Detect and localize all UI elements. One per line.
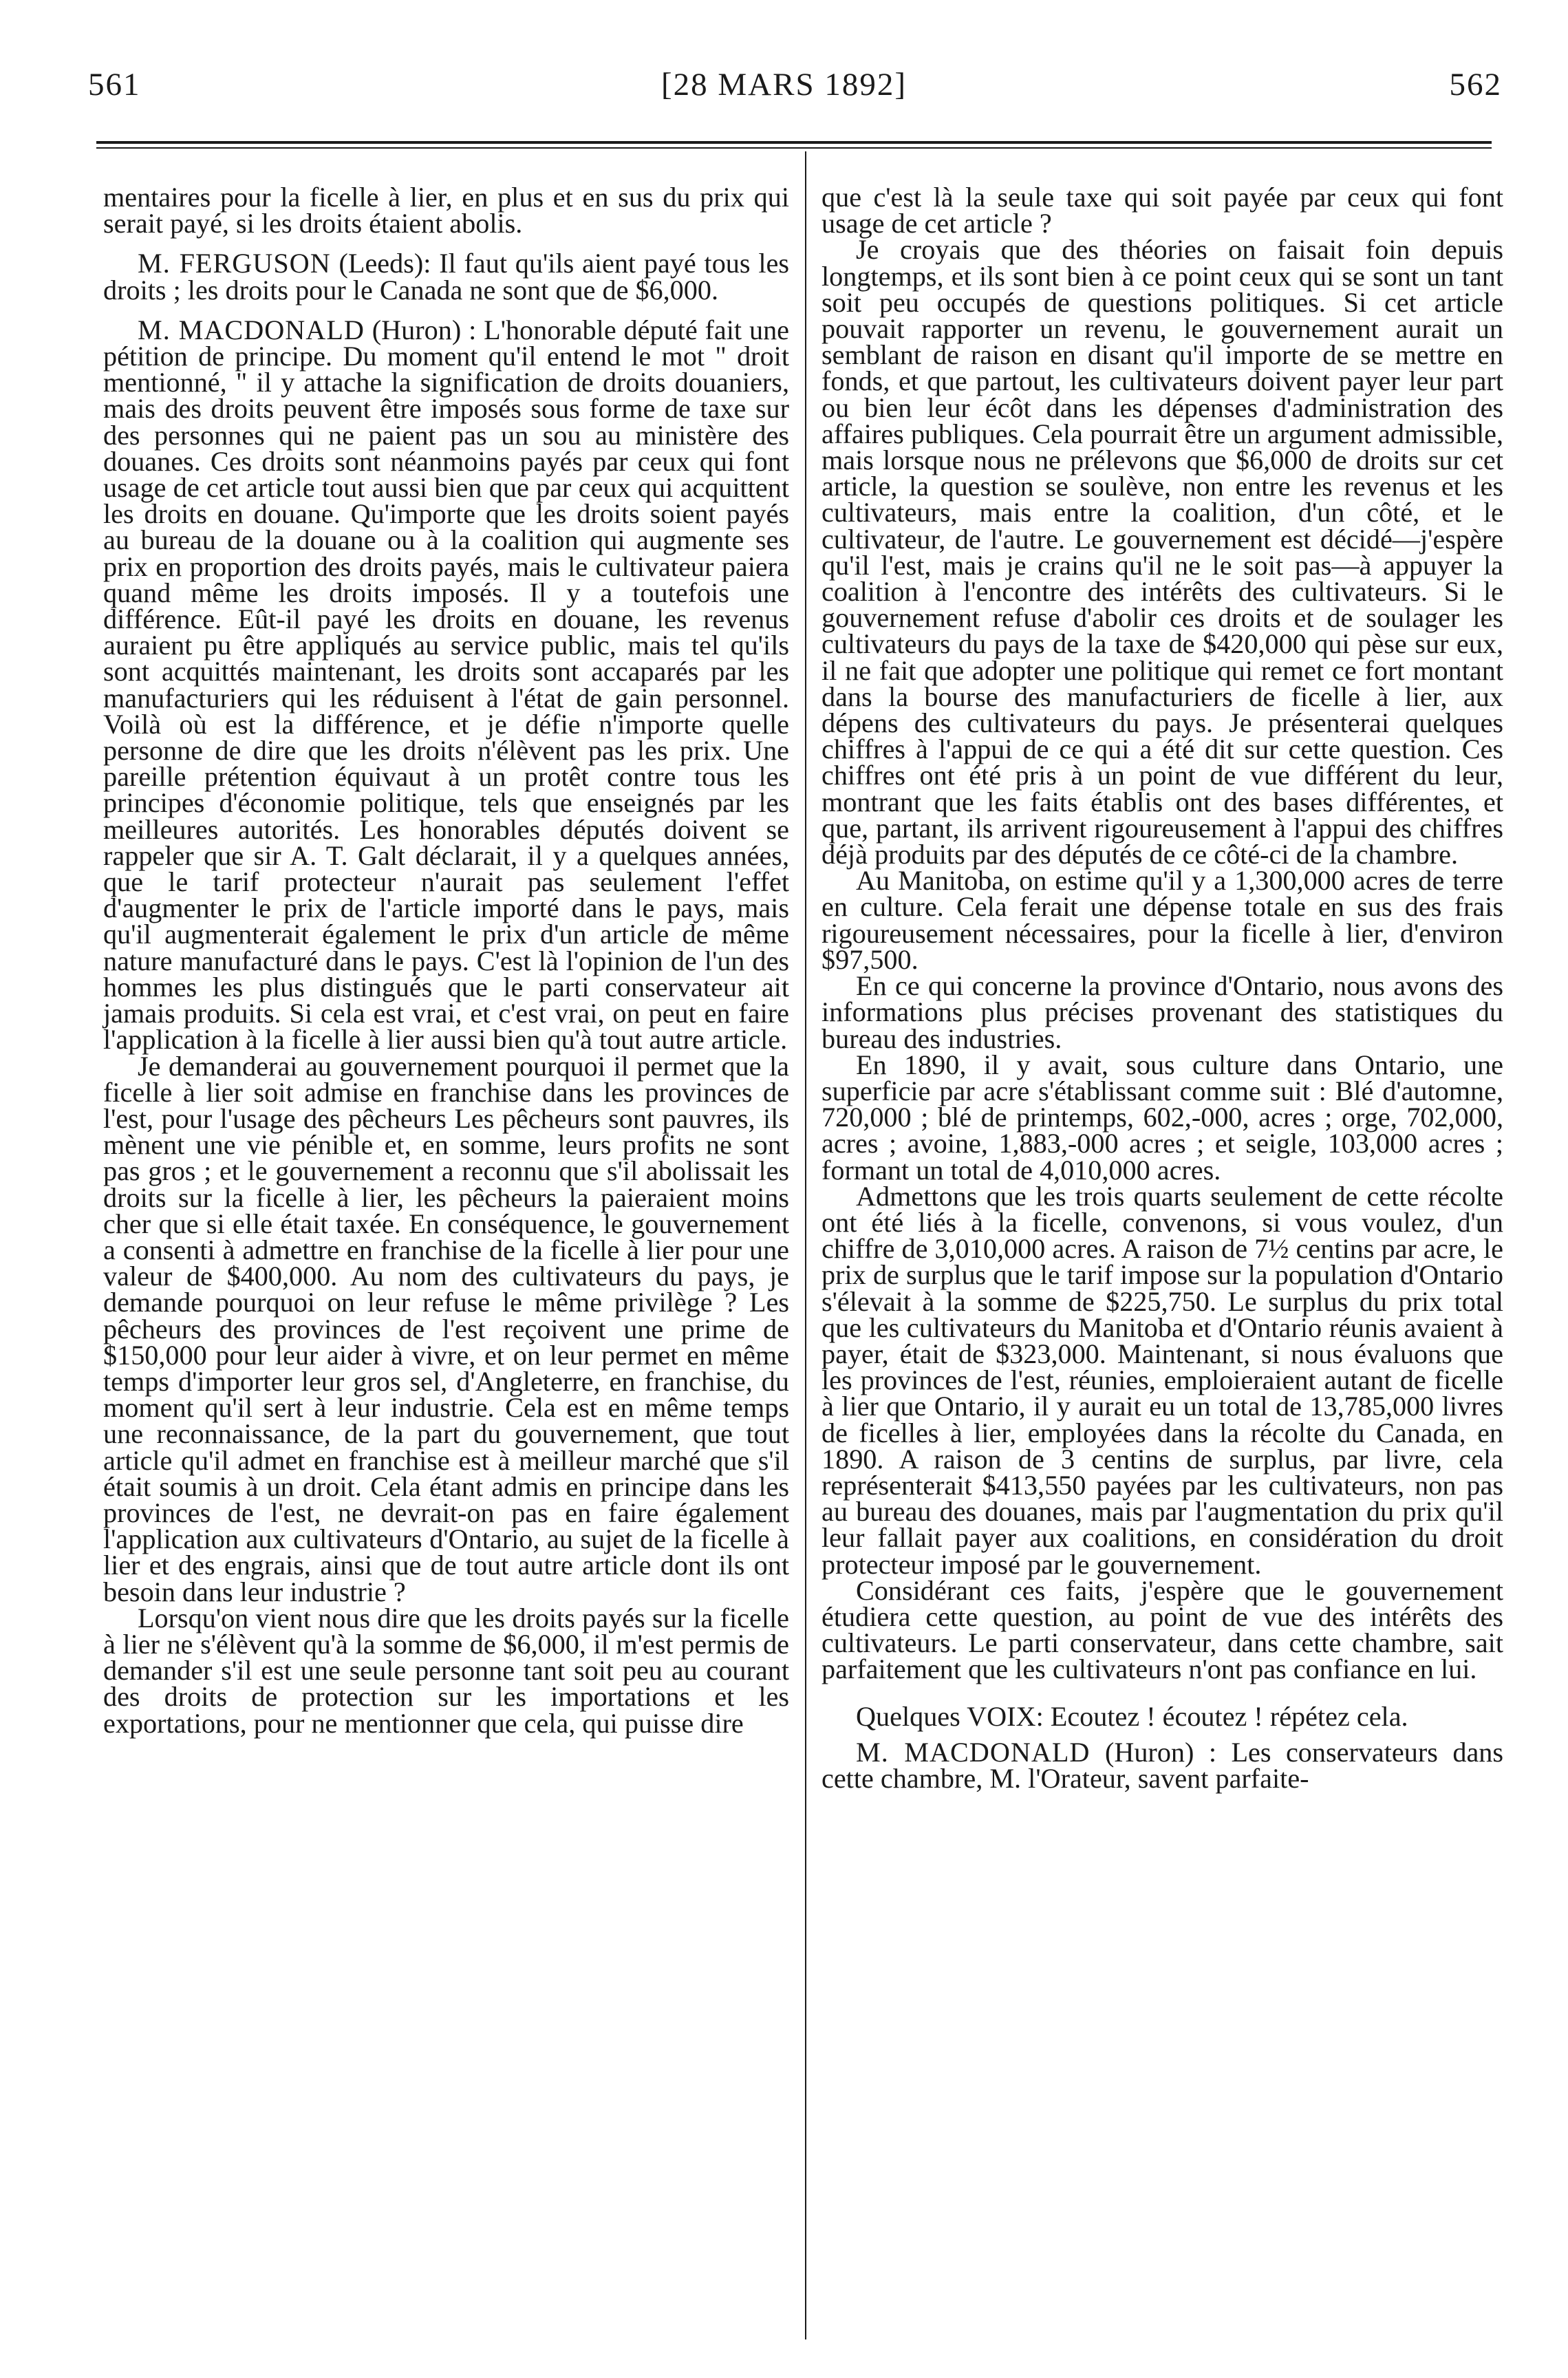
speaker-name: M. MACDONALD — [138, 314, 365, 345]
header-rule-thin — [96, 147, 1492, 149]
paragraph: Lorsqu'on vient nous dire que les droits payés sur la ficelle à lier ne s'élèvent qu'à la somme de $6,000, il m'est permis de demander s'il est une seule personne tant soit peu au courant des droits de protection sur les importations et les exportations, pour ne mentionner que cela, qui puisse dire — [103, 1602, 789, 1739]
paragraph: Au Manitoba, on estime qu'il y a 1,300,000 acres de terre en culture. Cela ferait une dépense totale en sus des frais rigoureusement nécessaires, pour la ficelle à lier, d'environ $97,500. — [821, 865, 1503, 975]
speech-text: (Huron) : L'honorable député fait une pétition de principe. Du moment qu'il entend le mot " droit mentionné, " il y attache la signification de droits douaniers, mais des droits peuvent être imposés sous forme de taxe sur des personnes qui ne paient pas un sou au ministère des douanes. Ces droits sont néanmoins payés par ceux qui font usage de cet article tout aussi bien que par ceux qui acquittent les droits en douane. Qu'importe que les droits soient payés au bureau de la douane ou à la coalition qui augmente ses prix en proportion des droits payés, mais le cultivateur paiera quand même les droits imposés. Il y a toutefois une différence. Eût-il payé les droits en douane, les revenus auraient pu être appliqués au service public, mais tel qu'ils sont acquittés maintenant, les droits sont accaparés par les manufacturiers qui les réduisent à l'état de gain personnel. Voilà où est la différence, et je défie n'importe quelle personne de dire que les droits n'élèvent pas les prix. Une pareille prétention équivaut à un protêt contre tous les principes d'économie politique, tels que enseignés par les meilleures autorités. Les honorables députés doivent se rappeler que sir A. T. Galt déclarait, il y a quelques années, que le tarif protecteur n'aurait pas seulement l'effet d'augmenter le prix de l'article importé dans le pays, mais qu'il augmenterait également le prix d'un article de même nature manufacturé dans le pays. C'est là l'opinion de l'un des hommes les plus distingués que le parti conservateur ait jamais produits. Si cela est vrai, et c'est vrai, on peut en faire l'application à la ficelle à lier aussi bien qu'à tout autre article. — [103, 314, 790, 1056]
column-divider — [805, 151, 806, 2339]
speaker-name: M. MACDONALD — [856, 1736, 1091, 1768]
speech-text: (Huron) : Les conservateurs dans cette chambre, M. l'Orateur, savent parfaite- — [821, 1736, 1504, 1794]
speaker-name: M. FERGUSON — [138, 248, 331, 279]
header-rule-thick — [96, 141, 1492, 144]
page-header — [0, 66, 1568, 114]
paragraph: Je croyais que des théories on faisait foin depuis longtemps, et ils sont bien à ce point ceux qui se sont un tant soit peu occupés de questions politiques. Si cet article pouvait rapporter un revenu, le gouvernement aurait un semblant de raison en disant qu'il importe de se mettre en fonds, et que partout, les cultivateurs doivent payer leur part ou bien leur écôt dans les dépenses d'administration des affaires publiques. Cela pourrait être un argument admissible, mais lorsque nous ne prélevons que $6,000 de droits sur cet article, la question se soulève, non entre les revenus et les cultivateurs, mais entre la coalition, d'un côté, et le cultivateur, de l'autre. Le gouvernement est décidé—j'espère qu'il l'est, mais je crains qu'il ne le soit pas—à appuyer la coalition à l'encontre des intérêts des cultivateurs. Si le gouvernement refuse d'abolir ces droits et de soulager les cultivateurs du pays de la taxe de $420,000 qui pèse sur eux, il ne fait que adopter une politique qui remet ce fort montant dans la bourse des manufacturiers de ficelle à lier, aux dépens des cultivateurs du pays. Je présenterai quelques chiffres à l'appui de ce qui a été dit sur cette question. Ces chiffres ont été pris à un point de vue différent du leur, montrant que les faits établis ont des bases différentes, et que, partant, ils arrivent rigoureusement à l'appui des chiffres déjà produits par des députés de ce côté-ci de la chambre. — [821, 234, 1503, 870]
speech-macdonald-end — [821, 1736, 1504, 1794]
speech-text: (Leeds): Il faut qu'ils aient payé tous les droits ; les droits pour le Canada ne sont que de $6,000. — [103, 248, 789, 306]
speech-macdonald — [103, 314, 790, 1056]
page-number-left: 561 — [88, 67, 141, 103]
page-number-right: 562 — [1449, 67, 1502, 103]
paragraph: Considérant ces faits, j'espère que le gouvernement étudiera cette question, au point de vue des intérêts des cultivateurs. Le parti conservateur, dans cette chambre, sait parfaitement que les cultivateurs n'ont pas confiance en lui. — [821, 1574, 1503, 1685]
session-date: [28 MARS 1892] — [661, 67, 907, 103]
paragraph: Je demanderai au gouvernement pourquoi il permet que la ficelle à lier soit admise en franchise dans les provinces de l'est, pour l'usage des pêcheurs Les pêcheurs sont pauvres, ils mènent une vie pénible et, en somme, leurs profits ne sont pas gros ; et le gouvernement a reconnu que s'il abolissait les droits sur la ficelle à lier, les pêcheurs la paieraient moins cher que si elle était taxée. En conséquence, le gouvernement a consenti à admettre en franchise de la ficelle à lier pour une valeur de $400,000. Au nom des cultivateurs du pays, je demande pourquoi on leur refuse le même privilège ? Les pêcheurs des provinces de l'est reçoivent une prime de $150,000 pour leur aider à vivre, et on leur permet en même temps d'importer leur gros sel, d'Angleterre, en franchise, du moment qu'il sert à leur industrie. Cela est en même temps une reconnaissance, de la part du gouvernement, que tout article qu'il admet en franchise est à meilleur marché que s'il était soumis à un droit. Cela étant admis en principe dans les provinces de l'est, ne devrait-on pas en faire également l'application aux cultivateurs d'Ontario, au sujet de la ficelle à lier et des engrais, ainsi que de tout autre article dont ils ont besoin dans leur industrie ? — [103, 1050, 789, 1607]
paragraph: que c'est là la seule taxe qui soit payée par ceux qui font usage de cet article ? — [821, 182, 1503, 239]
speaker-name: Quelques VOIX — [856, 1700, 1036, 1732]
paragraph: mentaires pour la ficelle à lier, en plus et en sus du prix qui serait payé, si les droits étaient abolis. — [103, 182, 789, 239]
paragraph: En 1890, il y avait, sous culture dans Ontario, une superficie par acre s'établissant comme suit : Blé d'automne, 720,000 ; blé de printemps, 602,-000, acres ; orge, 702,000, acres ; avoine, 1,883,-000 acres ; et seigle, 103,000 acres ; formant un total de 4,010,000 acres. — [821, 1049, 1503, 1186]
speech-voix — [821, 1700, 1503, 1732]
right-column — [821, 184, 1503, 1792]
paragraph: Admettons que les trois quarts seulement de cette récolte ont été liés à la ficelle, convenons, si vous voulez, d'un chiffre de 3,010,000 acres. A raison de 7½ centins par acre, le prix de surplus que le tarif impose sur la population d'Ontario s'élevait à la somme de $225,750. Le surplus du prix total que les cultivateurs du Manitoba et d'Ontario réunis avaient à payer, était de $323,000. Maintenant, si nous évaluons que les provinces de l'est, réunies, emploieraient autant de ficelle à lier que Ontario, il y aurait eu un total de 13,785,000 livres de ficelles à lier, employées dans la récolte du Canada, en 1890. A raison de 3 centins de surplus, par livre, cela représenterait $413,550 payées par les cultivateurs, non pas au bureau des douanes, mais par l'augmentation du prix qu'il leur fallait payer aux coalitions, en considération du droit protecteur imposé par le gouvernement. — [821, 1180, 1503, 1580]
left-column — [103, 184, 789, 1737]
paragraph: En ce qui concerne la province d'Ontario, nous avons des informations plus précises provenant des statistiques du bureau des industries. — [821, 970, 1503, 1054]
speech-text: : Ecoutez ! écoutez ! répétez cela. — [1035, 1700, 1408, 1732]
speech-ferguson — [103, 248, 789, 306]
